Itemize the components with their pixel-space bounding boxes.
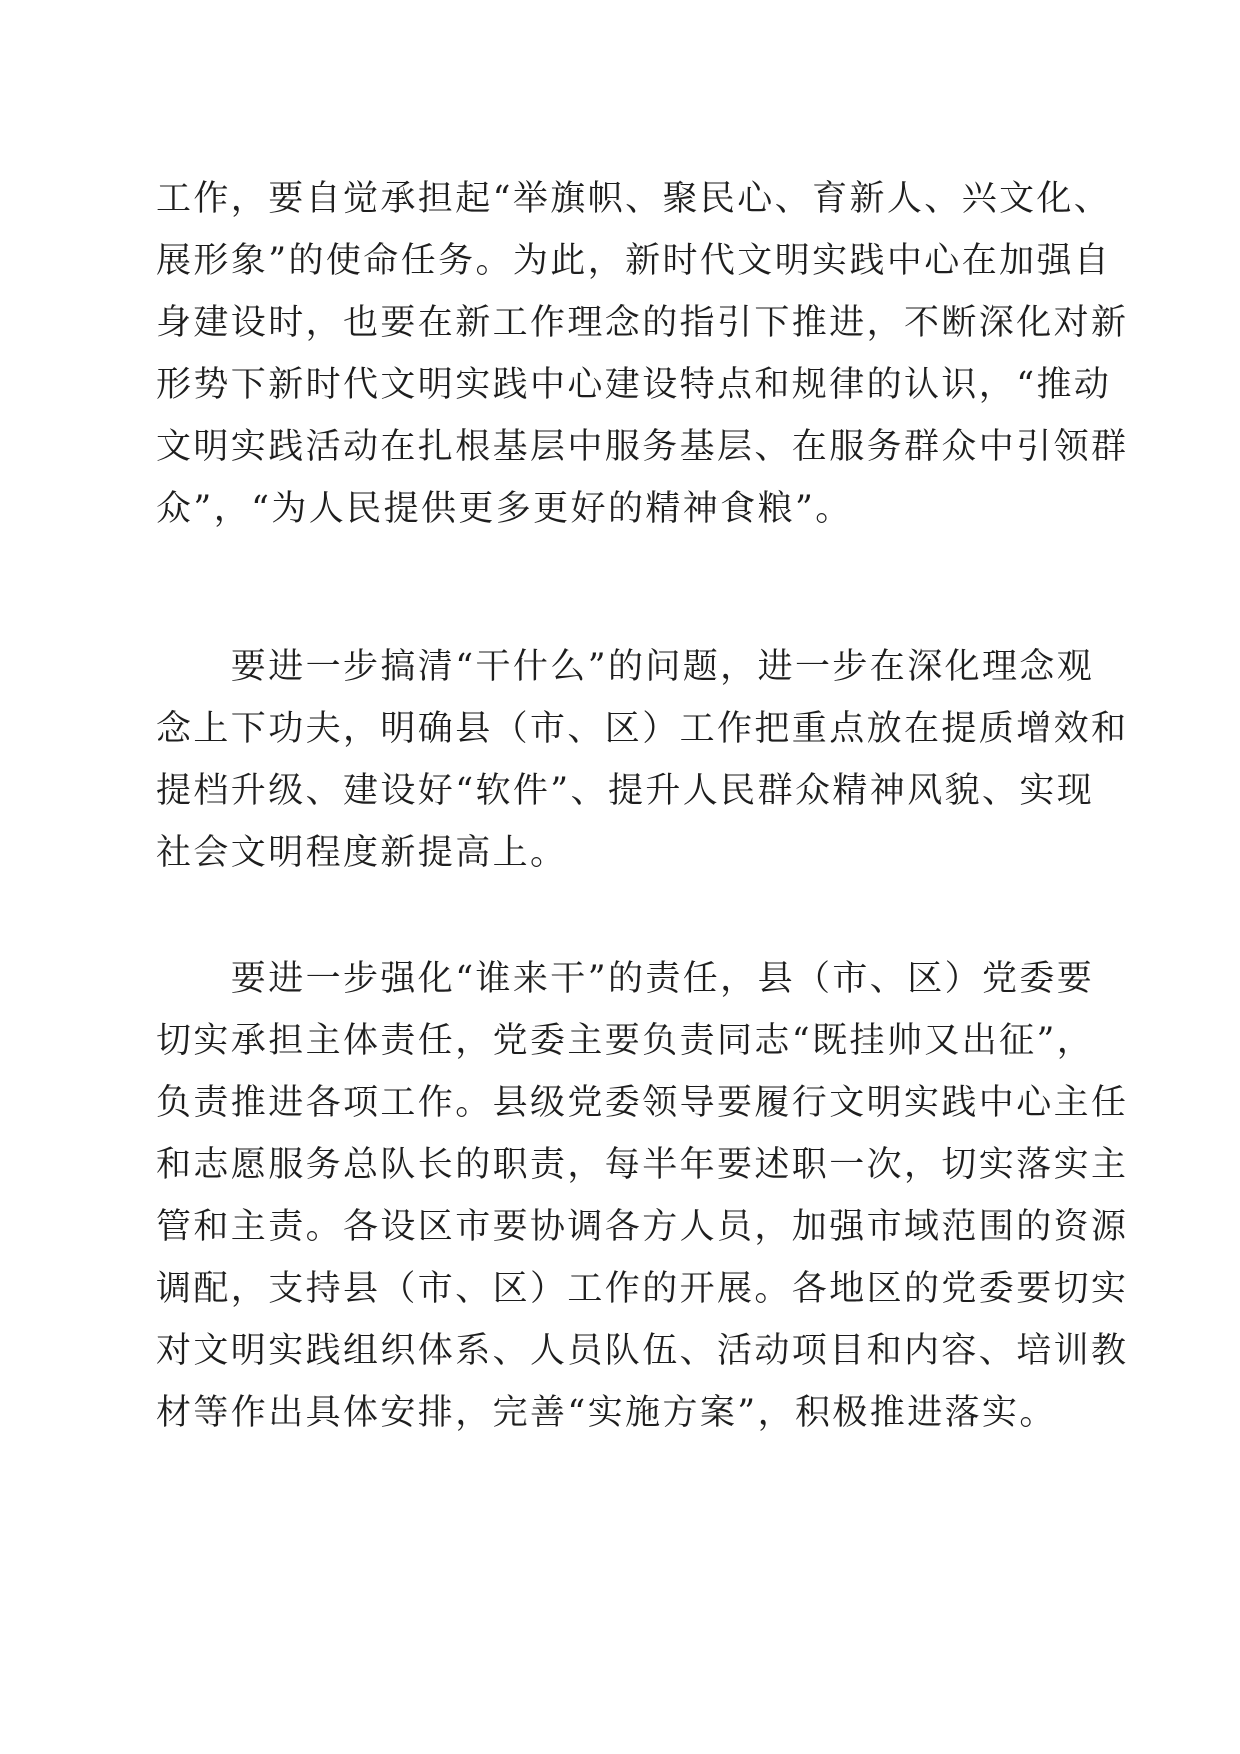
paragraph-line: 材等作出具体安排，完善“实施方案”，积极推进落实。 [156, 1393, 1057, 1433]
paragraph-line: 负责推进各项工作。县级党委领导要履行文明实践中心主任 [156, 1083, 1129, 1123]
paragraph-line: 工作，要自觉承担起“举旗帜、聚民心、育新人、兴文化、 [156, 179, 1112, 219]
paragraph-line: 调配，支持县（市、区）工作的开展。各地区的党委要切实 [156, 1269, 1129, 1309]
paragraph-line: 对文明实践组织体系、人员队伍、活动项目和内容、培训教 [156, 1331, 1129, 1371]
paragraph-line: 展形象”的使命任务。为此，新时代文明实践中心在加强自 [156, 241, 1112, 281]
paragraph-line: 和志愿服务总队长的职责，每半年要述职一次，切实落实主 [156, 1145, 1129, 1185]
paragraph-3 [156, 948, 1129, 1444]
paragraph-line: 要进一步搞清“干什么”的问题，进一步在深化理念观 [156, 647, 1095, 687]
paragraph-1 [156, 168, 1129, 540]
paragraph-line: 切实承担主体责任，党委主要负责同志“既挂帅又出征”， [156, 1021, 1095, 1061]
paragraph-line: 提档升级、建设好“软件”、提升人民群众精神风貌、实现 [156, 771, 1095, 811]
paragraph-2 [156, 636, 1129, 884]
paragraph-line: 形势下新时代文明实践中心建设特点和规律的认识，“推动 [156, 365, 1112, 405]
paragraph-line: 要进一步强化“谁来干”的责任，县（市、区）党委要 [156, 959, 1095, 999]
paragraph-line: 管和主责。各设区市要协调各方人员，加强市域范围的资源 [156, 1207, 1129, 1247]
paragraph-line: 念上下功夫，明确县（市、区）工作把重点放在提质增效和 [156, 709, 1129, 749]
paragraph-line: 社会文明程度新提高上。 [156, 833, 568, 873]
paragraph-line: 众”，“为人民提供更多更好的精神食粮”。 [156, 489, 853, 529]
paragraph-line: 文明实践活动在扎根基层中服务基层、在服务群众中引领群 [156, 427, 1129, 467]
paragraph-line: 身建设时，也要在新工作理念的指引下推进，不断深化对新 [156, 303, 1129, 343]
